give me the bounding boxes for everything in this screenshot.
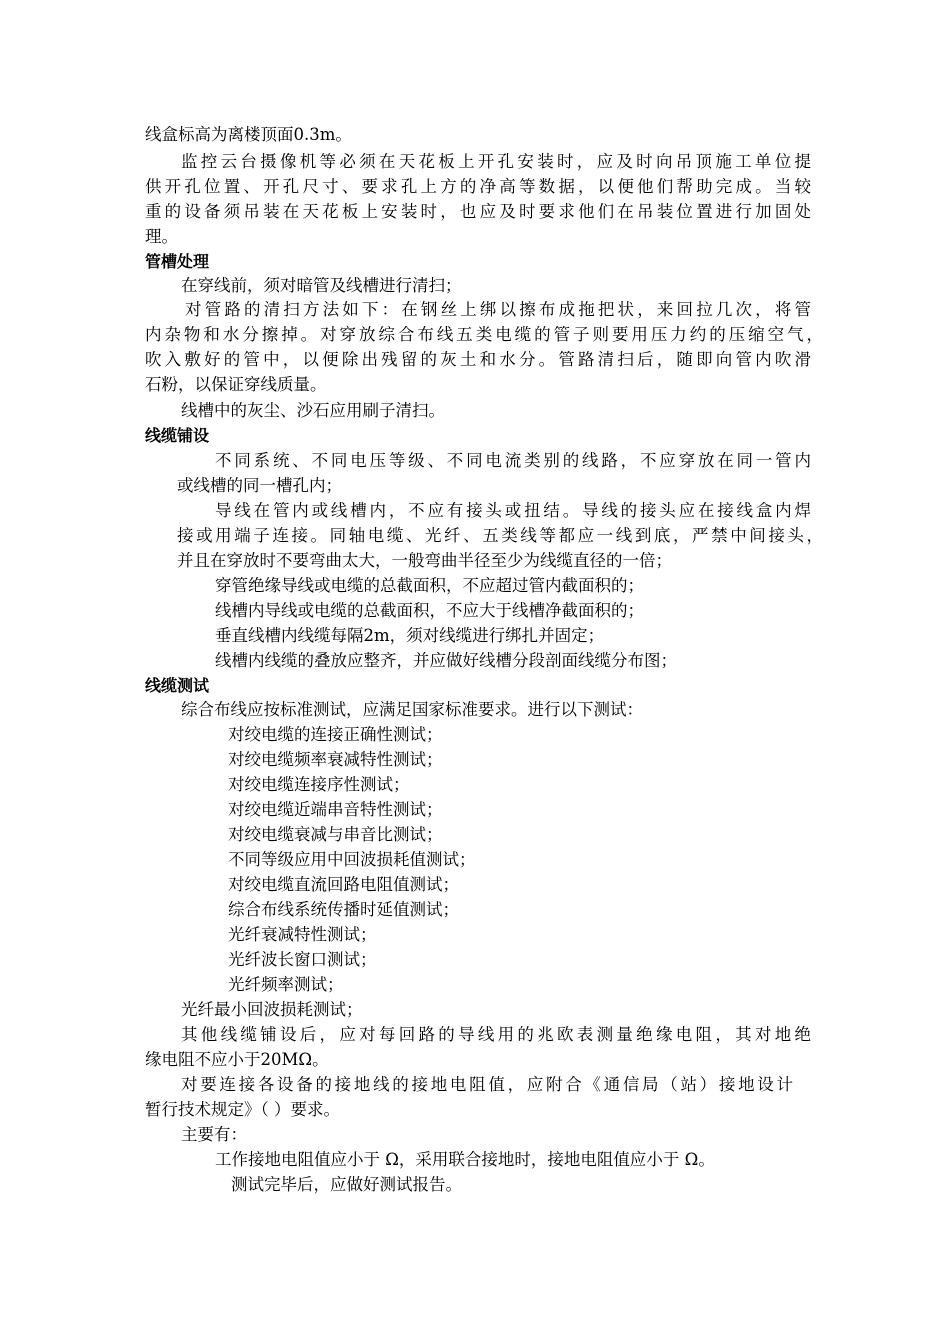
paragraph-monitor-line-4: 理。 [145,227,178,246]
list-item: 对绞电缆衰减与串音比测试； [228,825,443,844]
paragraph-lay-joint-line-3: 并且在穿放时不要弯曲太大，一般弯曲半径至少为线缆直径的一倍； [177,551,672,570]
paragraph-ground-resistance-value: 工作接地电阻值应小于 Ω，采用联合接地时，接地电阻值应小于 Ω。 [215,1150,715,1169]
paragraph-pipe-method-line-2: 内杂物和水分擦掉。对穿放综合布线五类电缆的管子则要用压力约的压缩空气， [145,325,823,344]
paragraph-monitor-line-3: 重的设备须吊装在天花板上安装时，也应及时要求他们在吊装位置进行加固处 [145,202,811,221]
list-item: 光纤波长窗口测试； [228,950,377,969]
paragraph-main-items: 主要有： [181,1125,247,1144]
paragraph-pipe-method-line-3: 吹入敷好的管中，以便除出残留的灰土和水分。管路清扫后，随即向管内吹滑 [145,350,811,369]
paragraph-insulation-line-1: 其他线缆铺设后，应对每回路的导线用的兆欧表测量绝缘电阻，其对地绝 [181,1025,811,1044]
paragraph-monitor-line-1: 监控云台摄像机等必须在天花板上开孔安装时，应及时向吊顶施工单位提 [181,152,811,171]
paragraph-test-intro: 综合布线应按标准测试，应满足国家标准要求。进行以下测试： [181,700,643,719]
paragraph-lay-conduit-area: 穿管绝缘导线或电缆的总截面积，不应超过管内截面积的； [215,576,644,595]
paragraph-insulation-line-2: 缘电阻不应小于20MΩ。 [145,1050,329,1069]
paragraph-lay-stacking: 线槽内线缆的叠放应整齐，并应做好线槽分段剖面线缆分布图； [215,651,677,670]
paragraph-pipe-method-line-4: 石粉，以保证穿线质量。 [145,375,327,394]
paragraph-lay-trunk-area: 线槽内导线或电缆的总截面积，不应大于线槽净截面积的； [215,601,644,620]
paragraph-trunk-clean: 线槽中的灰尘、沙石应用刷子清扫。 [181,401,445,420]
paragraph-lay-joint-line-1: 导线在管内或线槽内，不应有接头或扭结。导线的接头应在接线盒内焊 [215,501,811,520]
paragraph-lay-vertical-binding: 垂直线槽内线缆每隔2m，须对线缆进行绑扎并固定； [215,626,605,645]
list-item: 光纤频率测试； [228,975,344,994]
heading-cable-laying: 线缆铺设 [145,426,210,445]
paragraph-test-report: 测试完毕后，应做好测试报告。 [231,1175,462,1194]
paragraph-lay-separate-line-2: 或线槽的同一槽孔内； [177,476,342,495]
list-item: 对绞电缆直流回路电阻值测试； [228,875,459,894]
heading-cable-testing: 线缆测试 [145,676,210,695]
paragraph-pipe-method-line-1: 对管路的清扫方法如下：在钢丝上绑以擦布成拖把状，来回拉几次，将管 [185,300,811,319]
paragraph-pipe-clean: 在穿线前，须对暗管及线槽进行清扫； [181,276,462,295]
paragraph-monitor-line-2: 供开孔位置、开孔尺寸、要求孔上方的净高等数据，以便他们帮助完成。当较 [145,177,811,196]
paragraph-ground-line-1: 对要连接各设备的接地线的接地电阻值，应附合《通信局（站）接地设计 [181,1075,793,1094]
list-item: 对绞电缆频率衰减特性测试； [228,750,443,769]
list-item: 不同等级应用中回波损耗值测试； [228,850,476,869]
list-item: 对绞电缆连接序性测试； [228,775,410,794]
paragraph-lay-separate-line-1: 不同系统、不同电压等级、不同电流类别的线路，不应穿放在同一管内 [215,451,811,470]
list-item: 光纤衰减特性测试； [228,925,377,944]
paragraph-fiber-return-loss: 光纤最小回波损耗测试； [181,1000,363,1019]
paragraph-outlet-height: 线盒标高为离楼顶面0.3m。 [145,125,352,144]
list-item: 对绞电缆的连接正确性测试； [228,725,443,744]
heading-pipe-treatment: 管槽处理 [145,252,210,271]
paragraph-lay-joint-line-2: 接或用端子连接。同轴电缆、光纤、五类线等都应一线到底，严禁中间接头， [177,526,823,545]
list-item: 综合布线系统传播时延值测试； [228,900,459,919]
list-item: 对绞电缆近端串音特性测试； [228,800,443,819]
paragraph-ground-line-2: 暂行技术规定》（ ）要求。 [145,1100,340,1119]
